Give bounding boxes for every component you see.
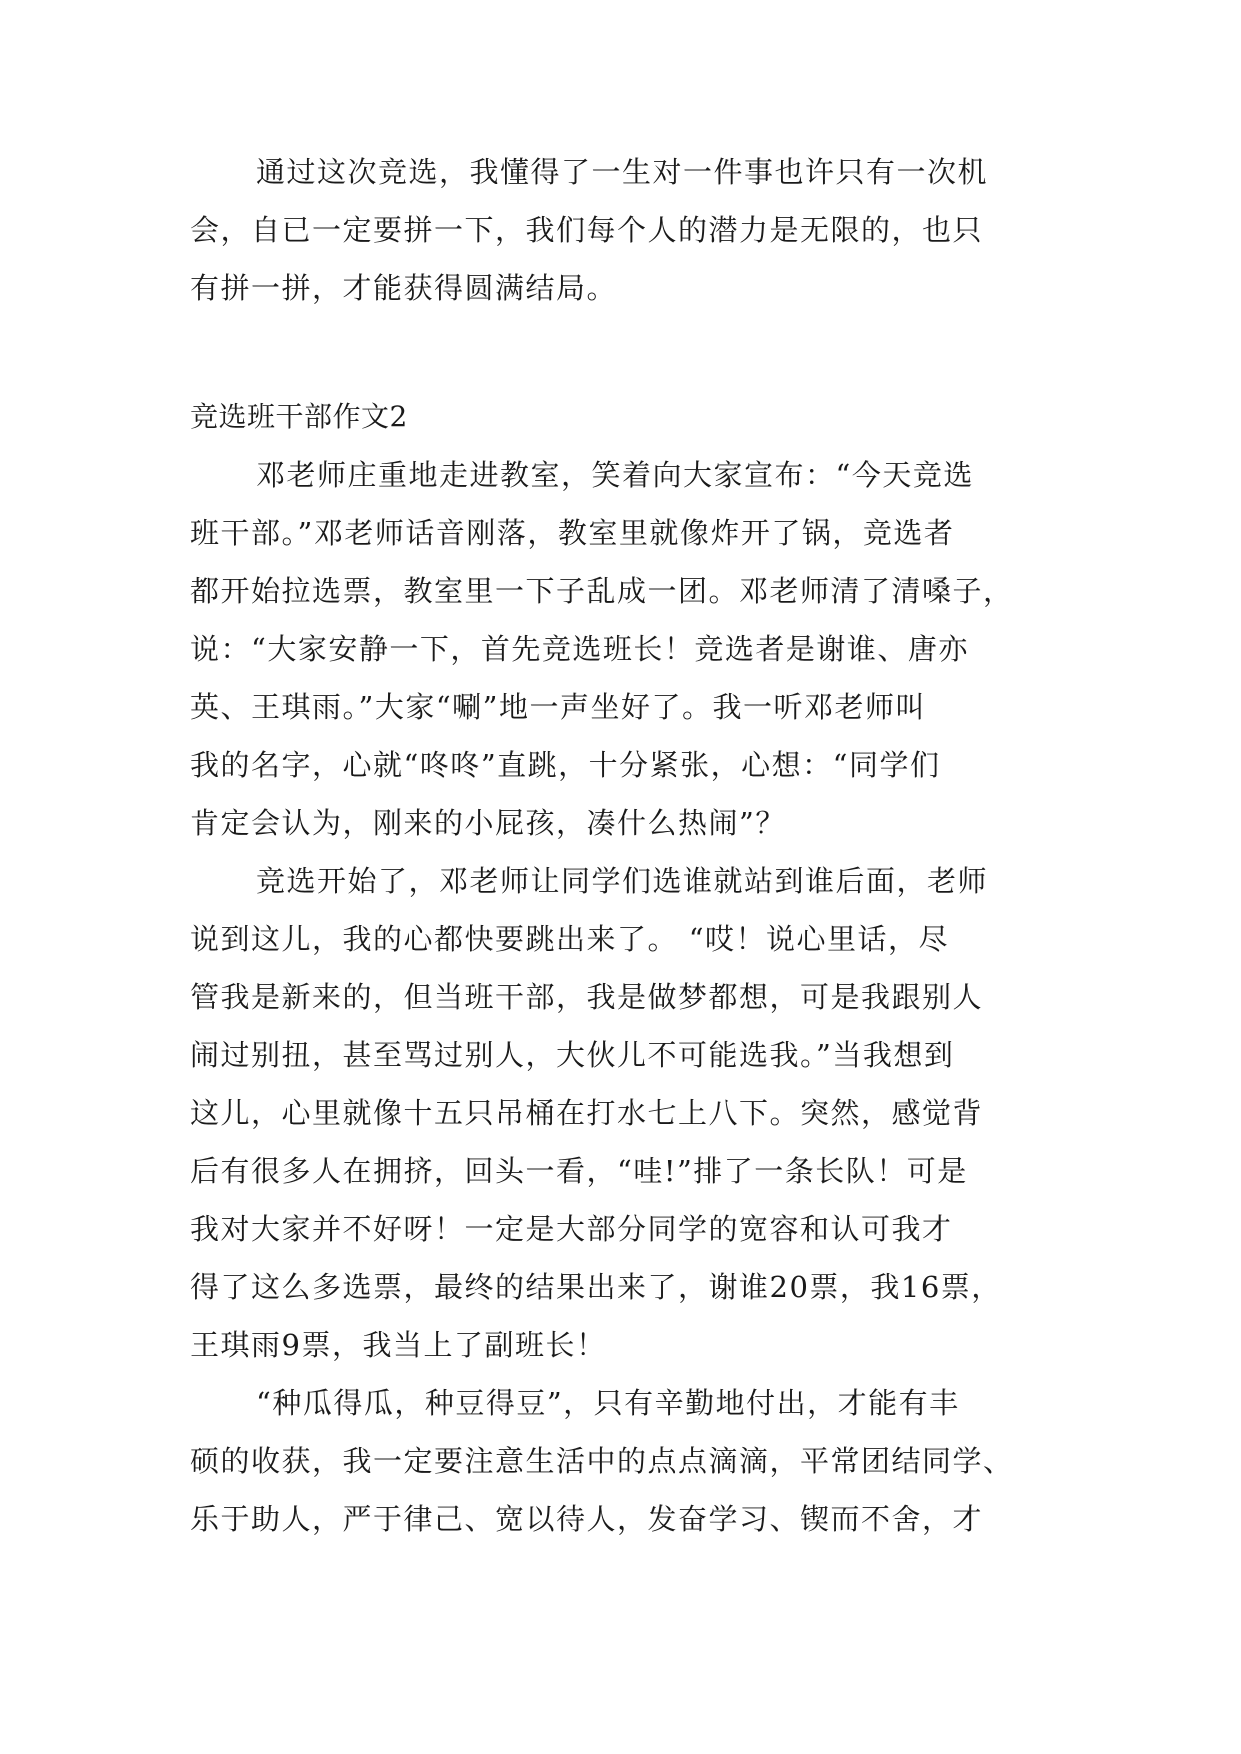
paragraph-line: 硕的收获，我一定要注意生活中的点点滴滴，平常团结同学、 bbox=[190, 1444, 1014, 1478]
paragraph-line: 王琪雨9票，我当上了副班长！ bbox=[190, 1328, 607, 1362]
section-heading: 竞选班干部作文2 bbox=[190, 400, 408, 433]
paragraph-line: 我对大家并不好呀！一定是大部分同学的宽容和认可我才 bbox=[190, 1212, 953, 1246]
paragraph-line: 说：“大家安静一下，首先竞选班长！竞选者是谢谁、唐亦 bbox=[190, 632, 969, 666]
paragraph-line: 通过这次竞选，我懂得了一生对一件事也许只有一次机 bbox=[256, 155, 989, 189]
paragraph-line: 乐于助人，严于律己、宽以待人，发奋学习、锲而不舍，才 bbox=[190, 1502, 984, 1536]
paragraph-line: “种瓜得瓜，种豆得豆”，只有辛勤地付出，才能有丰 bbox=[256, 1386, 960, 1420]
paragraph-line: 会，自已一定要拼一下，我们每个人的潜力是无限的，也只 bbox=[190, 213, 984, 247]
paragraph-line: 都开始拉选票，教室里一下子乱成一团。邓老师清了清嗓子， bbox=[190, 574, 1014, 608]
paragraph-line: 竞选开始了，邓老师让同学们选谁就站到谁后面，老师 bbox=[256, 864, 989, 898]
paragraph-line: 我的名字，心就“咚咚”直跳，十分紧张，心想：“同学们 bbox=[190, 748, 941, 782]
paragraph-line: 邓老师庄重地走进教室，笑着向大家宣布：“今天竞选 bbox=[256, 458, 974, 492]
paragraph-line: 管我是新来的，但当班干部，我是做梦都想，可是我跟别人 bbox=[190, 980, 984, 1014]
paragraph-line: 这儿，心里就像十五只吊桶在打水七上八下。突然，感觉背 bbox=[190, 1096, 984, 1130]
paragraph-line: 闹过别扭，甚至骂过别人，大伙儿不可能选我。”当我想到 bbox=[190, 1038, 955, 1072]
paragraph-line: 有拼一拼，才能获得圆满结局。 bbox=[190, 271, 618, 305]
paragraph-line: 得了这么多选票，最终的结果出来了，谢谁20票，我16票， bbox=[190, 1270, 1002, 1304]
paragraph-line: 后有很多人在拥挤，回头一看，“哇!”排了一条长队！可是 bbox=[190, 1154, 968, 1188]
paragraph-line: 班干部。”邓老师话音刚落，教室里就像炸开了锅，竞选者 bbox=[190, 516, 955, 550]
paragraph-line: 肯定会认为，刚来的小屁孩，凑什么热闹”？ bbox=[190, 806, 786, 840]
paragraph-line: 英、王琪雨。”大家“唰”地一声坐好了。我一听邓老师叫 bbox=[190, 690, 926, 724]
paragraph-line: 说到这儿，我的心都快要跳出来了。 “哎！说心里话，尽 bbox=[190, 922, 950, 956]
